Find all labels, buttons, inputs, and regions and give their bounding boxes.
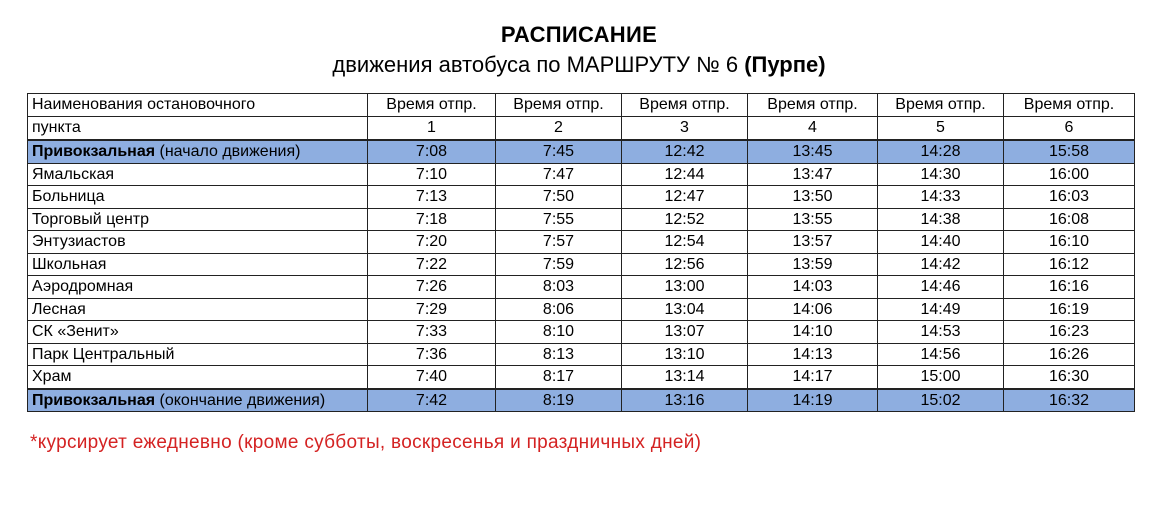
stop-name-cell [28,231,368,254]
departure-time: 7:13 [368,186,496,209]
table-row [28,231,1135,254]
stop-note: (окончание движения) [159,391,326,409]
table-row [28,389,1135,412]
departure-time: 7:45 [496,140,622,163]
stop-name: СК «Зенит» [32,323,119,340]
departure-time: 7:42 [368,389,496,412]
stop-name-cell [28,366,368,389]
departure-time: 14:19 [748,389,878,412]
departure-time: 8:10 [496,321,622,344]
header-row-2 [28,117,1135,141]
table-row [28,276,1135,299]
departure-time: 7:08 [368,140,496,163]
departure-time: 16:10 [1004,231,1135,254]
departure-time: 14:06 [748,298,878,321]
table-row [28,366,1135,389]
stop-name: Ямальская [32,165,115,183]
stop-name-cell [28,163,368,186]
departure-time: 13:00 [622,276,748,299]
stop-name-cell [28,343,368,366]
departure-time: 7:47 [496,163,622,186]
departure-time: 7:26 [368,276,496,299]
header-trip-number: 2 [496,117,622,141]
stop-name-cell [28,298,368,321]
departure-time: 14:03 [748,276,878,299]
departure-time: 16:08 [1004,208,1135,231]
table-row [28,163,1135,186]
departure-time: 7:50 [496,186,622,209]
departure-time: 16:03 [1004,186,1135,209]
table-row [28,253,1135,276]
departure-time: 14:30 [878,163,1004,186]
departure-time: 14:17 [748,366,878,389]
departure-time: 14:56 [878,343,1004,366]
departure-time: 12:56 [622,253,748,276]
stop-name-cell [28,140,368,163]
departure-time: 13:10 [622,343,748,366]
stop-name: Храм [32,368,72,385]
schedule-table [27,93,1135,412]
departure-time: 14:13 [748,343,878,366]
header-trip-number: 4 [748,117,878,141]
departure-time: 12:42 [622,140,748,163]
departure-time: 14:53 [878,321,1004,344]
header-time-label: Время отпр. [1004,94,1135,117]
departure-time: 12:47 [622,186,748,209]
departure-time: 7:40 [368,366,496,389]
departure-time: 14:49 [878,298,1004,321]
departure-time: 8:13 [496,343,622,366]
departure-time: 7:22 [368,253,496,276]
departure-time: 14:28 [878,140,1004,163]
departure-time: 8:17 [496,366,622,389]
departure-time: 14:46 [878,276,1004,299]
stop-name-cell [28,253,368,276]
header-time-label: Время отпр. [748,94,878,117]
page-subtitle [0,52,1158,78]
stop-name: Аэродромная [32,278,134,295]
departure-time: 13:45 [748,140,878,163]
departure-time: 14:38 [878,208,1004,231]
header-stop-line1: Наименования остановочного [28,94,368,117]
stop-name: Лесная [32,300,86,318]
departure-time: 14:10 [748,321,878,344]
departure-time: 7:55 [496,208,622,231]
stop-name: Энтузиастов [32,233,126,250]
stop-name-cell [28,276,368,299]
departure-time: 7:59 [496,253,622,276]
departure-time: 13:47 [748,163,878,186]
departure-time: 13:14 [622,366,748,389]
header-trip-number: 6 [1004,117,1135,141]
departure-time: 16:19 [1004,298,1135,321]
departure-time: 14:42 [878,253,1004,276]
departure-time: 12:44 [622,163,748,186]
table-row [28,208,1135,231]
footnote: *курсирует ежедневно (кроме субботы, воскресенья и праздничных дней) [30,432,702,453]
header-stop-line2: пункта [28,117,368,141]
stop-name: Привокзальная [32,391,156,409]
departure-time: 16:16 [1004,276,1135,299]
departure-time: 16:23 [1004,321,1135,344]
header-time-label: Время отпр. [622,94,748,117]
header-trip-number: 3 [622,117,748,141]
table-row [28,186,1135,209]
stop-name-cell [28,389,368,412]
departure-time: 13:55 [748,208,878,231]
departure-time: 16:32 [1004,389,1135,412]
departure-time: 7:57 [496,231,622,254]
header-trip-number: 5 [878,117,1004,141]
departure-time: 16:26 [1004,343,1135,366]
header-row-1 [28,94,1135,117]
page-title: РАСПИСАНИЕ [500,22,658,47]
departure-time: 7:10 [368,163,496,186]
stop-name: Больница [32,188,105,205]
departure-time: 14:40 [878,231,1004,254]
departure-time: 8:19 [496,389,622,412]
departure-time: 13:07 [622,321,748,344]
departure-time: 7:29 [368,298,496,321]
departure-time: 7:36 [368,343,496,366]
table-row [28,321,1135,344]
departure-time: 13:57 [748,231,878,254]
departure-time: 15:02 [878,389,1004,412]
departure-time: 13:04 [622,298,748,321]
subtitle-location: (Пурпе) [744,52,826,77]
departure-time: 16:12 [1004,253,1135,276]
departure-time: 8:06 [496,298,622,321]
stop-name: Школьная [32,255,107,273]
departure-time: 7:18 [368,208,496,231]
stop-name: Парк Центральный [32,345,175,363]
stop-name: Привокзальная [32,143,156,160]
departure-time: 7:33 [368,321,496,344]
table-row [28,343,1135,366]
stop-name-cell [28,208,368,231]
departure-time: 15:58 [1004,140,1135,163]
header-time-label: Время отпр. [878,94,1004,117]
departure-time: 7:20 [368,231,496,254]
departure-time: 8:03 [496,276,622,299]
stop-name-cell [28,186,368,209]
departure-time: 16:00 [1004,163,1135,186]
header-time-label: Время отпр. [496,94,622,117]
stop-note: (начало движения) [159,143,301,160]
departure-time: 13:59 [748,253,878,276]
header-time-label: Время отпр. [368,94,496,117]
departure-time: 13:16 [622,389,748,412]
departure-time: 12:54 [622,231,748,254]
departure-time: 16:30 [1004,366,1135,389]
departure-time: 14:33 [878,186,1004,209]
subtitle-text: движения автобуса по МАРШРУТУ № 6 [332,52,739,77]
departure-time: 12:52 [622,208,748,231]
departure-time: 13:50 [748,186,878,209]
departure-time: 15:00 [878,366,1004,389]
header-trip-number: 1 [368,117,496,141]
table-row [28,298,1135,321]
stop-name-cell [28,321,368,344]
table-row [28,140,1135,163]
stop-name: Торговый центр [32,210,150,228]
